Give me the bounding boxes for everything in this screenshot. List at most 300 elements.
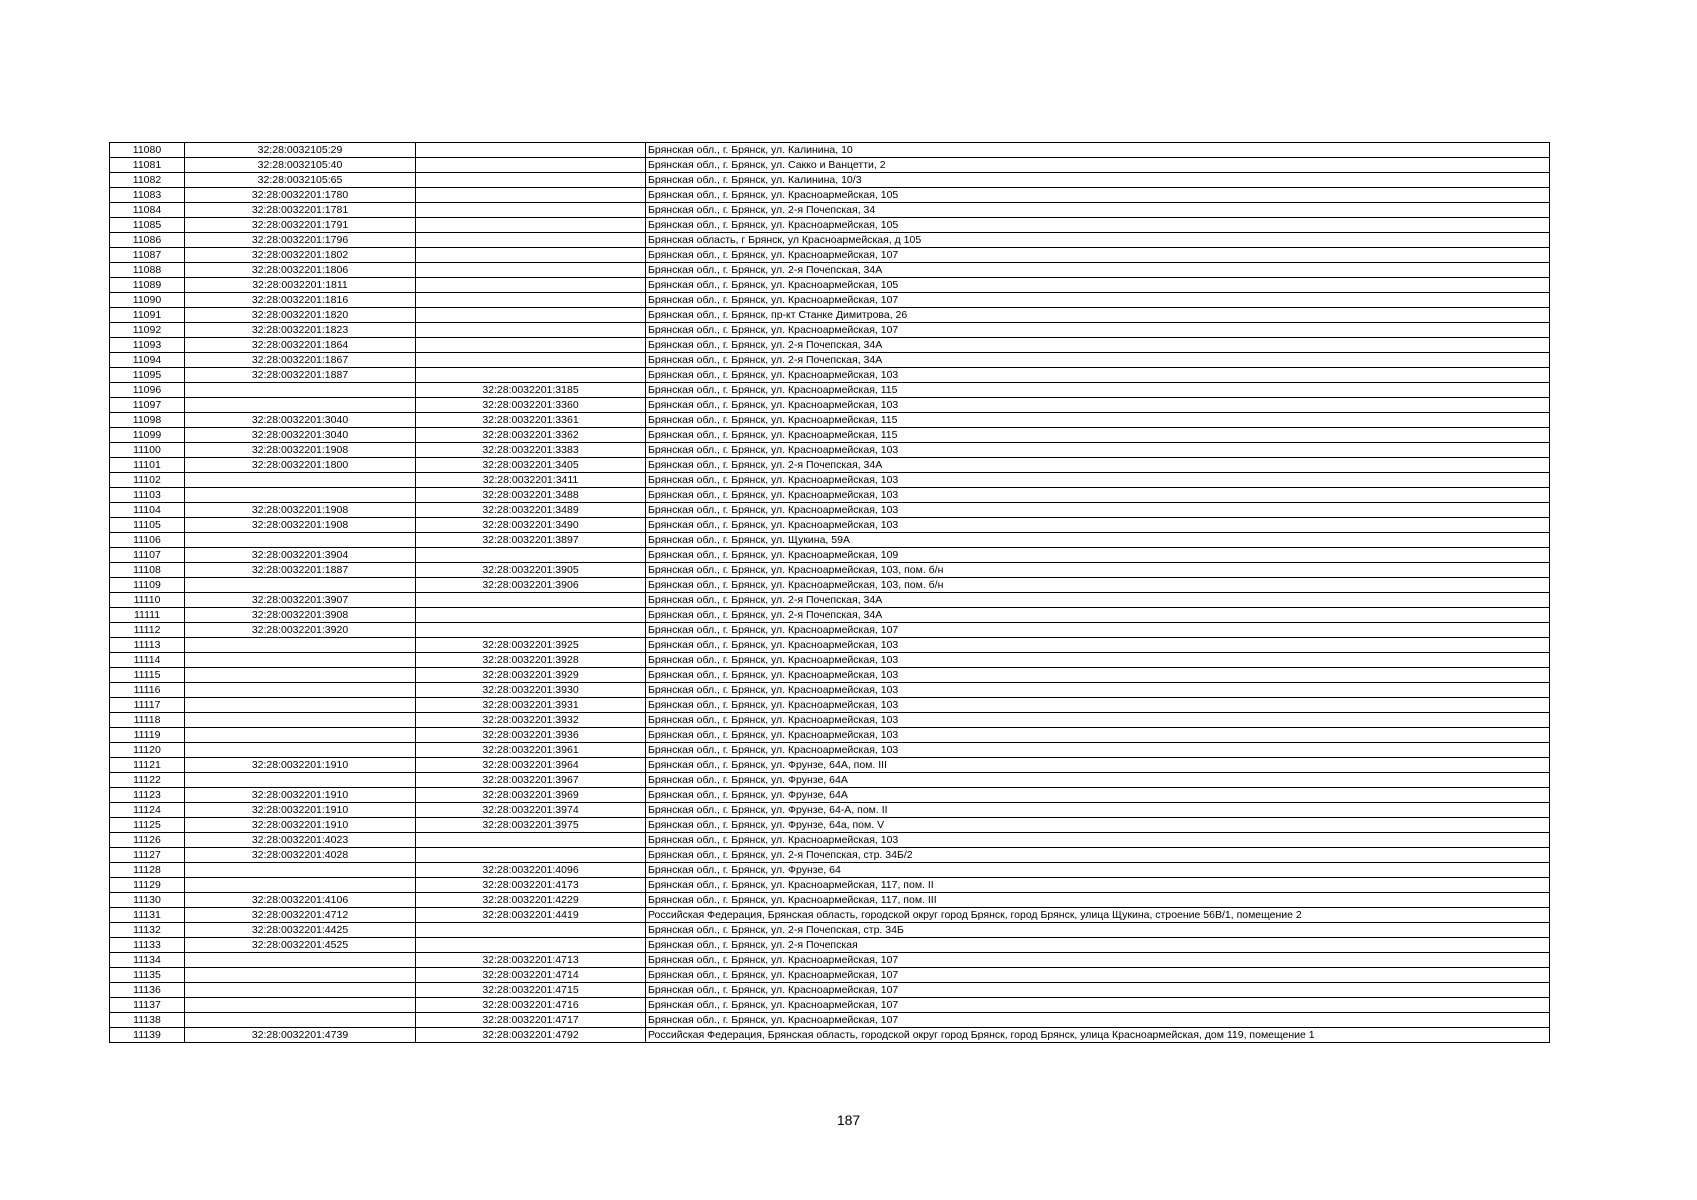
cadastral-number-cell (185, 998, 416, 1013)
address-cell: Брянская обл., г. Брянск, ул. Красноармейская, 107 (646, 998, 1550, 1013)
premises-cadastral-number-cell (416, 593, 646, 608)
table-row (110, 383, 1550, 398)
cadastral-number-cell: 32:28:0032201:4106 (185, 893, 416, 908)
premises-cadastral-number-cell: 32:28:0032201:4715 (416, 983, 646, 998)
cadastral-number-cell: 32:28:0032201:1910 (185, 818, 416, 833)
address-cell: Брянская обл., г. Брянск, ул. Красноармейская, 115 (646, 413, 1550, 428)
cadastral-number-cell: 32:28:0032201:1796 (185, 233, 416, 248)
cadastral-number-cell (185, 713, 416, 728)
row-number-cell: 11082 (110, 173, 185, 188)
premises-cadastral-number-cell: 32:28:0032201:4716 (416, 998, 646, 1013)
table-row (110, 248, 1550, 263)
premises-cadastral-number-cell (416, 188, 646, 203)
cadastral-number-cell (185, 968, 416, 983)
table-row (110, 608, 1550, 623)
premises-cadastral-number-cell (416, 848, 646, 863)
premises-cadastral-number-cell (416, 368, 646, 383)
address-cell: Брянская обл., г. Брянск, ул. 2-я Почепская, 34А (646, 263, 1550, 278)
premises-cadastral-number-cell (416, 173, 646, 188)
table-row (110, 308, 1550, 323)
cadastral-number-cell: 32:28:0032201:3907 (185, 593, 416, 608)
row-number-cell: 11108 (110, 563, 185, 578)
address-cell: Российская Федерация, Брянская область, городской округ город Брянск, город Брянск, улица Щукина, строение 56В/1, помещение 2 (646, 908, 1550, 923)
premises-cadastral-number-cell (416, 623, 646, 638)
address-cell: Брянская обл., г. Брянск, ул. Фрунзе, 64-А, пом. II (646, 803, 1550, 818)
address-cell: Брянская обл., г. Брянск, ул. Красноармейская, 107 (646, 1013, 1550, 1028)
table-row (110, 218, 1550, 233)
premises-cadastral-number-cell: 32:28:0032201:3974 (416, 803, 646, 818)
premises-cadastral-number-cell: 32:28:0032201:3931 (416, 698, 646, 713)
cadastral-number-cell (185, 383, 416, 398)
premises-cadastral-number-cell: 32:28:0032201:3360 (416, 398, 646, 413)
address-cell: Брянская обл., г. Брянск, ул. Красноармейская, 103 (646, 368, 1550, 383)
row-number-cell: 11101 (110, 458, 185, 473)
address-cell: Брянская область, г Брянск, ул Красноармейская, д 105 (646, 233, 1550, 248)
cadastral-number-cell: 32:28:0032201:1823 (185, 323, 416, 338)
cadastral-number-cell: 32:28:0032105:65 (185, 173, 416, 188)
row-number-cell: 11106 (110, 533, 185, 548)
row-number-cell: 11087 (110, 248, 185, 263)
row-number-cell: 11092 (110, 323, 185, 338)
cadastral-number-cell (185, 533, 416, 548)
row-number-cell: 11125 (110, 818, 185, 833)
row-number-cell: 11138 (110, 1013, 185, 1028)
address-cell: Брянская обл., г. Брянск, ул. Щукина, 59А (646, 533, 1550, 548)
address-cell: Брянская обл., г. Брянск, ул. Красноармейская, 103, пом. б/н (646, 578, 1550, 593)
premises-cadastral-number-cell: 32:28:0032201:4419 (416, 908, 646, 923)
row-number-cell: 11111 (110, 608, 185, 623)
table-row (110, 833, 1550, 848)
premises-cadastral-number-cell (416, 323, 646, 338)
premises-cadastral-number-cell (416, 278, 646, 293)
address-cell: Брянская обл., г. Брянск, ул. Фрунзе, 64А, пом. III (646, 758, 1550, 773)
premises-cadastral-number-cell (416, 548, 646, 563)
row-number-cell: 11134 (110, 953, 185, 968)
address-cell: Брянская обл., г. Брянск, ул. Красноармейская, 103 (646, 503, 1550, 518)
address-cell: Брянская обл., г. Брянск, ул. Красноармейская, 105 (646, 218, 1550, 233)
premises-cadastral-number-cell (416, 353, 646, 368)
row-number-cell: 11100 (110, 443, 185, 458)
row-number-cell: 11127 (110, 848, 185, 863)
table-row (110, 338, 1550, 353)
row-number-cell: 11096 (110, 383, 185, 398)
cadastral-number-cell: 32:28:0032201:1780 (185, 188, 416, 203)
cadastral-number-cell (185, 728, 416, 743)
cadastral-number-cell: 32:28:0032105:29 (185, 143, 416, 158)
premises-cadastral-number-cell (416, 158, 646, 173)
row-number-cell: 11084 (110, 203, 185, 218)
cadastral-number-cell (185, 743, 416, 758)
address-cell: Брянская обл., г. Брянск, ул. Красноармейская, 109 (646, 548, 1550, 563)
address-cell: Брянская обл., г. Брянск, ул. Красноармейская, 103 (646, 473, 1550, 488)
premises-cadastral-number-cell: 32:28:0032201:3932 (416, 713, 646, 728)
premises-cadastral-number-cell (416, 938, 646, 953)
premises-cadastral-number-cell: 32:28:0032201:3489 (416, 503, 646, 518)
cadastral-number-cell: 32:28:0032201:4525 (185, 938, 416, 953)
table-row (110, 668, 1550, 683)
cadastral-number-cell: 32:28:0032201:4739 (185, 1028, 416, 1043)
address-cell: Брянская обл., г. Брянск, ул. Красноармейская, 115 (646, 428, 1550, 443)
table-row (110, 428, 1550, 443)
row-number-cell: 11093 (110, 338, 185, 353)
table-row (110, 398, 1550, 413)
row-number-cell: 11133 (110, 938, 185, 953)
table-row (110, 638, 1550, 653)
table-row (110, 233, 1550, 248)
cadastral-number-cell: 32:28:0032201:1800 (185, 458, 416, 473)
table-row (110, 533, 1550, 548)
row-number-cell: 11113 (110, 638, 185, 653)
row-number-cell: 11129 (110, 878, 185, 893)
registry-table (109, 142, 1550, 1043)
premises-cadastral-number-cell: 32:28:0032201:4792 (416, 1028, 646, 1043)
registry-table-body (110, 143, 1550, 1043)
address-cell: Брянская обл., г. Брянск, ул. Красноармейская, 107 (646, 983, 1550, 998)
table-row (110, 893, 1550, 908)
cadastral-number-cell: 32:28:0032201:1816 (185, 293, 416, 308)
cadastral-number-cell: 32:28:0032201:3920 (185, 623, 416, 638)
cadastral-number-cell: 32:28:0032201:1908 (185, 443, 416, 458)
table-row (110, 758, 1550, 773)
row-number-cell: 11119 (110, 728, 185, 743)
address-cell: Брянская обл., г. Брянск, ул. Красноармейская, 105 (646, 278, 1550, 293)
cadastral-number-cell (185, 653, 416, 668)
table-row (110, 548, 1550, 563)
premises-cadastral-number-cell: 32:28:0032201:4096 (416, 863, 646, 878)
table-row (110, 488, 1550, 503)
table-row (110, 188, 1550, 203)
row-number-cell: 11131 (110, 908, 185, 923)
table-row (110, 323, 1550, 338)
address-cell: Брянская обл., г. Брянск, ул. Красноармейская, 117, пом. III (646, 893, 1550, 908)
address-cell: Брянская обл., г. Брянск, ул. Красноармейская, 103 (646, 653, 1550, 668)
address-cell: Брянская обл., г. Брянск, ул. 2-я Почепская, стр. 34Б (646, 923, 1550, 938)
premises-cadastral-number-cell: 32:28:0032201:3930 (416, 683, 646, 698)
premises-cadastral-number-cell: 32:28:0032201:4173 (416, 878, 646, 893)
address-cell: Брянская обл., г. Брянск, ул. Красноармейская, 115 (646, 383, 1550, 398)
premises-cadastral-number-cell: 32:28:0032201:4713 (416, 953, 646, 968)
address-cell: Брянская обл., г. Брянск, ул. 2-я Почепская, 34А (646, 338, 1550, 353)
row-number-cell: 11114 (110, 653, 185, 668)
premises-cadastral-number-cell: 32:28:0032201:3490 (416, 518, 646, 533)
address-cell: Брянская обл., г. Брянск, ул. Красноармейская, 103 (646, 518, 1550, 533)
address-cell: Брянская обл., г. Брянск, ул. Красноармейская, 103 (646, 743, 1550, 758)
address-cell: Брянская обл., г. Брянск, ул. Красноармейская, 103 (646, 443, 1550, 458)
table-row (110, 623, 1550, 638)
premises-cadastral-number-cell: 32:28:0032201:3362 (416, 428, 646, 443)
cadastral-number-cell: 32:28:0032201:1806 (185, 263, 416, 278)
premises-cadastral-number-cell: 32:28:0032201:3928 (416, 653, 646, 668)
address-cell: Брянская обл., г. Брянск, ул. Красноармейская, 107 (646, 953, 1550, 968)
table-row (110, 473, 1550, 488)
cadastral-number-cell (185, 638, 416, 653)
row-number-cell: 11139 (110, 1028, 185, 1043)
table-row (110, 143, 1550, 158)
cadastral-number-cell: 32:28:0032201:1820 (185, 308, 416, 323)
cadastral-number-cell: 32:28:0032201:1864 (185, 338, 416, 353)
address-cell: Брянская обл., г. Брянск, ул. Красноармейская, 105 (646, 188, 1550, 203)
address-cell: Брянская обл., г. Брянск, ул. Красноармейская, 103 (646, 668, 1550, 683)
table-row (110, 413, 1550, 428)
table-row (110, 683, 1550, 698)
table-row (110, 983, 1550, 998)
premises-cadastral-number-cell: 32:28:0032201:3929 (416, 668, 646, 683)
table-row (110, 878, 1550, 893)
table-row (110, 203, 1550, 218)
table-row (110, 563, 1550, 578)
address-cell: Брянская обл., г. Брянск, ул. Красноармейская, 117, пом. II (646, 878, 1550, 893)
table-row (110, 728, 1550, 743)
row-number-cell: 11081 (110, 158, 185, 173)
cadastral-number-cell: 32:28:0032201:1910 (185, 758, 416, 773)
premises-cadastral-number-cell: 32:28:0032201:3969 (416, 788, 646, 803)
address-cell: Брянская обл., г. Брянск, ул. 2-я Почепская, стр. 34Б/2 (646, 848, 1550, 863)
cadastral-number-cell (185, 578, 416, 593)
cadastral-number-cell: 32:28:0032201:1887 (185, 368, 416, 383)
address-cell: Брянская обл., г. Брянск, пр-кт Станке Димитрова, 26 (646, 308, 1550, 323)
row-number-cell: 11130 (110, 893, 185, 908)
cadastral-number-cell: 32:28:0032201:4712 (185, 908, 416, 923)
premises-cadastral-number-cell: 32:28:0032201:3961 (416, 743, 646, 758)
table-row (110, 503, 1550, 518)
address-cell: Брянская обл., г. Брянск, ул. Красноармейская, 107 (646, 968, 1550, 983)
premises-cadastral-number-cell: 32:28:0032201:3905 (416, 563, 646, 578)
row-number-cell: 11102 (110, 473, 185, 488)
row-number-cell: 11112 (110, 623, 185, 638)
row-number-cell: 11136 (110, 983, 185, 998)
premises-cadastral-number-cell: 32:28:0032201:3383 (416, 443, 646, 458)
address-cell: Брянская обл., г. Брянск, ул. Красноармейская, 107 (646, 293, 1550, 308)
table-row (110, 353, 1550, 368)
cadastral-number-cell (185, 668, 416, 683)
address-cell: Брянская обл., г. Брянск, ул. Фрунзе, 64А (646, 788, 1550, 803)
premises-cadastral-number-cell (416, 308, 646, 323)
cadastral-number-cell (185, 1013, 416, 1028)
address-cell: Брянская обл., г. Брянск, ул. Красноармейская, 107 (646, 323, 1550, 338)
table-row (110, 773, 1550, 788)
premises-cadastral-number-cell (416, 833, 646, 848)
table-row (110, 443, 1550, 458)
table-row (110, 863, 1550, 878)
table-row (110, 458, 1550, 473)
row-number-cell: 11083 (110, 188, 185, 203)
cadastral-number-cell: 32:28:0032201:1910 (185, 788, 416, 803)
row-number-cell: 11124 (110, 803, 185, 818)
row-number-cell: 11086 (110, 233, 185, 248)
table-row (110, 263, 1550, 278)
table-row (110, 713, 1550, 728)
premises-cadastral-number-cell: 32:28:0032201:3411 (416, 473, 646, 488)
cadastral-number-cell: 32:28:0032201:3040 (185, 413, 416, 428)
row-number-cell: 11120 (110, 743, 185, 758)
premises-cadastral-number-cell: 32:28:0032201:3897 (416, 533, 646, 548)
address-cell: Брянская обл., г. Брянск, ул. 2-я Почепская, 34А (646, 458, 1550, 473)
address-cell: Брянская обл., г. Брянск, ул. Красноармейская, 103 (646, 698, 1550, 713)
table-row (110, 788, 1550, 803)
premises-cadastral-number-cell: 32:28:0032201:3361 (416, 413, 646, 428)
premises-cadastral-number-cell (416, 218, 646, 233)
cadastral-number-cell (185, 488, 416, 503)
premises-cadastral-number-cell: 32:28:0032201:3936 (416, 728, 646, 743)
table-row (110, 923, 1550, 938)
row-number-cell: 11121 (110, 758, 185, 773)
row-number-cell: 11105 (110, 518, 185, 533)
row-number-cell: 11128 (110, 863, 185, 878)
address-cell: Брянская обл., г. Брянск, ул. 2-я Почепская, 34А (646, 593, 1550, 608)
address-cell: Брянская обл., г. Брянск, ул. Красноармейская, 103 (646, 638, 1550, 653)
table-row (110, 953, 1550, 968)
address-cell: Брянская обл., г. Брянск, ул. Красноармейская, 103 (646, 833, 1550, 848)
cadastral-number-cell: 32:28:0032201:1811 (185, 278, 416, 293)
address-cell: Брянская обл., г. Брянск, ул. 2-я Почепская, 34А (646, 353, 1550, 368)
premises-cadastral-number-cell: 32:28:0032201:4714 (416, 968, 646, 983)
premises-cadastral-number-cell: 32:28:0032201:3488 (416, 488, 646, 503)
table-row (110, 818, 1550, 833)
table-row (110, 1013, 1550, 1028)
row-number-cell: 11115 (110, 668, 185, 683)
address-cell: Брянская обл., г. Брянск, ул. Калинина, 10 (646, 143, 1550, 158)
row-number-cell: 11098 (110, 413, 185, 428)
premises-cadastral-number-cell (416, 293, 646, 308)
row-number-cell: 11110 (110, 593, 185, 608)
table-row (110, 293, 1550, 308)
cadastral-number-cell (185, 773, 416, 788)
row-number-cell: 11117 (110, 698, 185, 713)
table-row (110, 173, 1550, 188)
cadastral-number-cell (185, 683, 416, 698)
premises-cadastral-number-cell (416, 263, 646, 278)
row-number-cell: 11137 (110, 998, 185, 1013)
address-cell: Брянская обл., г. Брянск, ул. Красноармейская, 103 (646, 728, 1550, 743)
cadastral-number-cell: 32:28:0032201:3040 (185, 428, 416, 443)
table-row (110, 1028, 1550, 1043)
cadastral-number-cell (185, 473, 416, 488)
address-cell: Брянская обл., г. Брянск, ул. Красноармейская, 103 (646, 398, 1550, 413)
address-cell: Брянская обл., г. Брянск, ул. Фрунзе, 64А (646, 773, 1550, 788)
address-cell: Брянская обл., г. Брянск, ул. Сакко и Ванцетти, 2 (646, 158, 1550, 173)
table-row (110, 848, 1550, 863)
cadastral-number-cell: 32:28:0032201:1887 (185, 563, 416, 578)
table-row (110, 908, 1550, 923)
cadastral-number-cell (185, 698, 416, 713)
cadastral-number-cell: 32:28:0032201:1802 (185, 248, 416, 263)
table-row (110, 278, 1550, 293)
premises-cadastral-number-cell (416, 338, 646, 353)
page-number: 187 (836, 1112, 861, 1128)
cadastral-number-cell: 32:28:0032201:3904 (185, 548, 416, 563)
premises-cadastral-number-cell: 32:28:0032201:4229 (416, 893, 646, 908)
cadastral-number-cell: 32:28:0032201:1908 (185, 518, 416, 533)
cadastral-number-cell (185, 953, 416, 968)
row-number-cell: 11089 (110, 278, 185, 293)
row-number-cell: 11123 (110, 788, 185, 803)
row-number-cell: 11104 (110, 503, 185, 518)
cadastral-number-cell: 32:28:0032201:1910 (185, 803, 416, 818)
premises-cadastral-number-cell: 32:28:0032201:3964 (416, 758, 646, 773)
row-number-cell: 11126 (110, 833, 185, 848)
row-number-cell: 11088 (110, 263, 185, 278)
premises-cadastral-number-cell (416, 923, 646, 938)
row-number-cell: 11094 (110, 353, 185, 368)
cadastral-number-cell: 32:28:0032201:3908 (185, 608, 416, 623)
table-row (110, 938, 1550, 953)
row-number-cell: 11080 (110, 143, 185, 158)
registry-sheet (109, 142, 1549, 1043)
address-cell: Брянская обл., г. Брянск, ул. Красноармейская, 103 (646, 683, 1550, 698)
premises-cadastral-number-cell (416, 608, 646, 623)
table-row (110, 803, 1550, 818)
row-number-cell: 11097 (110, 398, 185, 413)
cadastral-number-cell: 32:28:0032105:40 (185, 158, 416, 173)
cadastral-number-cell (185, 878, 416, 893)
address-cell: Брянская обл., г. Брянск, ул. 2-я Почепская (646, 938, 1550, 953)
premises-cadastral-number-cell: 32:28:0032201:3405 (416, 458, 646, 473)
premises-cadastral-number-cell (416, 233, 646, 248)
cadastral-number-cell (185, 398, 416, 413)
row-number-cell: 11107 (110, 548, 185, 563)
row-number-cell: 11103 (110, 488, 185, 503)
address-cell: Брянская обл., г. Брянск, ул. Красноармейская, 107 (646, 623, 1550, 638)
address-cell: Брянская обл., г. Брянск, ул. Красноармейская, 103, пом. б/н (646, 563, 1550, 578)
row-number-cell: 11099 (110, 428, 185, 443)
address-cell: Брянская обл., г. Брянск, ул. Красноармейская, 103 (646, 488, 1550, 503)
table-row (110, 998, 1550, 1013)
row-number-cell: 11095 (110, 368, 185, 383)
premises-cadastral-number-cell (416, 203, 646, 218)
address-cell: Брянская обл., г. Брянск, ул. Красноармейская, 107 (646, 248, 1550, 263)
table-row (110, 593, 1550, 608)
premises-cadastral-number-cell: 32:28:0032201:3975 (416, 818, 646, 833)
address-cell: Брянская обл., г. Брянск, ул. 2-я Почепская, 34А (646, 608, 1550, 623)
row-number-cell: 11116 (110, 683, 185, 698)
address-cell: Российская Федерация, Брянская область, городской округ город Брянск, город Брянск, улица Красноармейская, дом 119, помещение 1 (646, 1028, 1550, 1043)
cadastral-number-cell: 32:28:0032201:4425 (185, 923, 416, 938)
cadastral-number-cell: 32:28:0032201:1781 (185, 203, 416, 218)
address-cell: Брянская обл., г. Брянск, ул. Фрунзе, 64 (646, 863, 1550, 878)
address-cell: Брянская обл., г. Брянск, ул. Фрунзе, 64а, пом. V (646, 818, 1550, 833)
table-row (110, 968, 1550, 983)
cadastral-number-cell: 32:28:0032201:4023 (185, 833, 416, 848)
cadastral-number-cell: 32:28:0032201:1867 (185, 353, 416, 368)
premises-cadastral-number-cell (416, 248, 646, 263)
table-row (110, 698, 1550, 713)
premises-cadastral-number-cell: 32:28:0032201:3967 (416, 773, 646, 788)
table-row (110, 518, 1550, 533)
row-number-cell: 11085 (110, 218, 185, 233)
cadastral-number-cell: 32:28:0032201:1791 (185, 218, 416, 233)
premises-cadastral-number-cell (416, 143, 646, 158)
address-cell: Брянская обл., г. Брянск, ул. 2-я Почепская, 34 (646, 203, 1550, 218)
address-cell: Брянская обл., г. Брянск, ул. Красноармейская, 103 (646, 713, 1550, 728)
row-number-cell: 11135 (110, 968, 185, 983)
address-cell: Брянская обл., г. Брянск, ул. Калинина, 10/3 (646, 173, 1550, 188)
premises-cadastral-number-cell: 32:28:0032201:4717 (416, 1013, 646, 1028)
row-number-cell: 11122 (110, 773, 185, 788)
table-row (110, 743, 1550, 758)
cadastral-number-cell (185, 863, 416, 878)
row-number-cell: 11091 (110, 308, 185, 323)
table-row (110, 653, 1550, 668)
premises-cadastral-number-cell: 32:28:0032201:3185 (416, 383, 646, 398)
table-row (110, 368, 1550, 383)
table-row (110, 578, 1550, 593)
row-number-cell: 11109 (110, 578, 185, 593)
table-row (110, 158, 1550, 173)
row-number-cell: 11090 (110, 293, 185, 308)
row-number-cell: 11132 (110, 923, 185, 938)
premises-cadastral-number-cell: 32:28:0032201:3925 (416, 638, 646, 653)
cadastral-number-cell (185, 983, 416, 998)
